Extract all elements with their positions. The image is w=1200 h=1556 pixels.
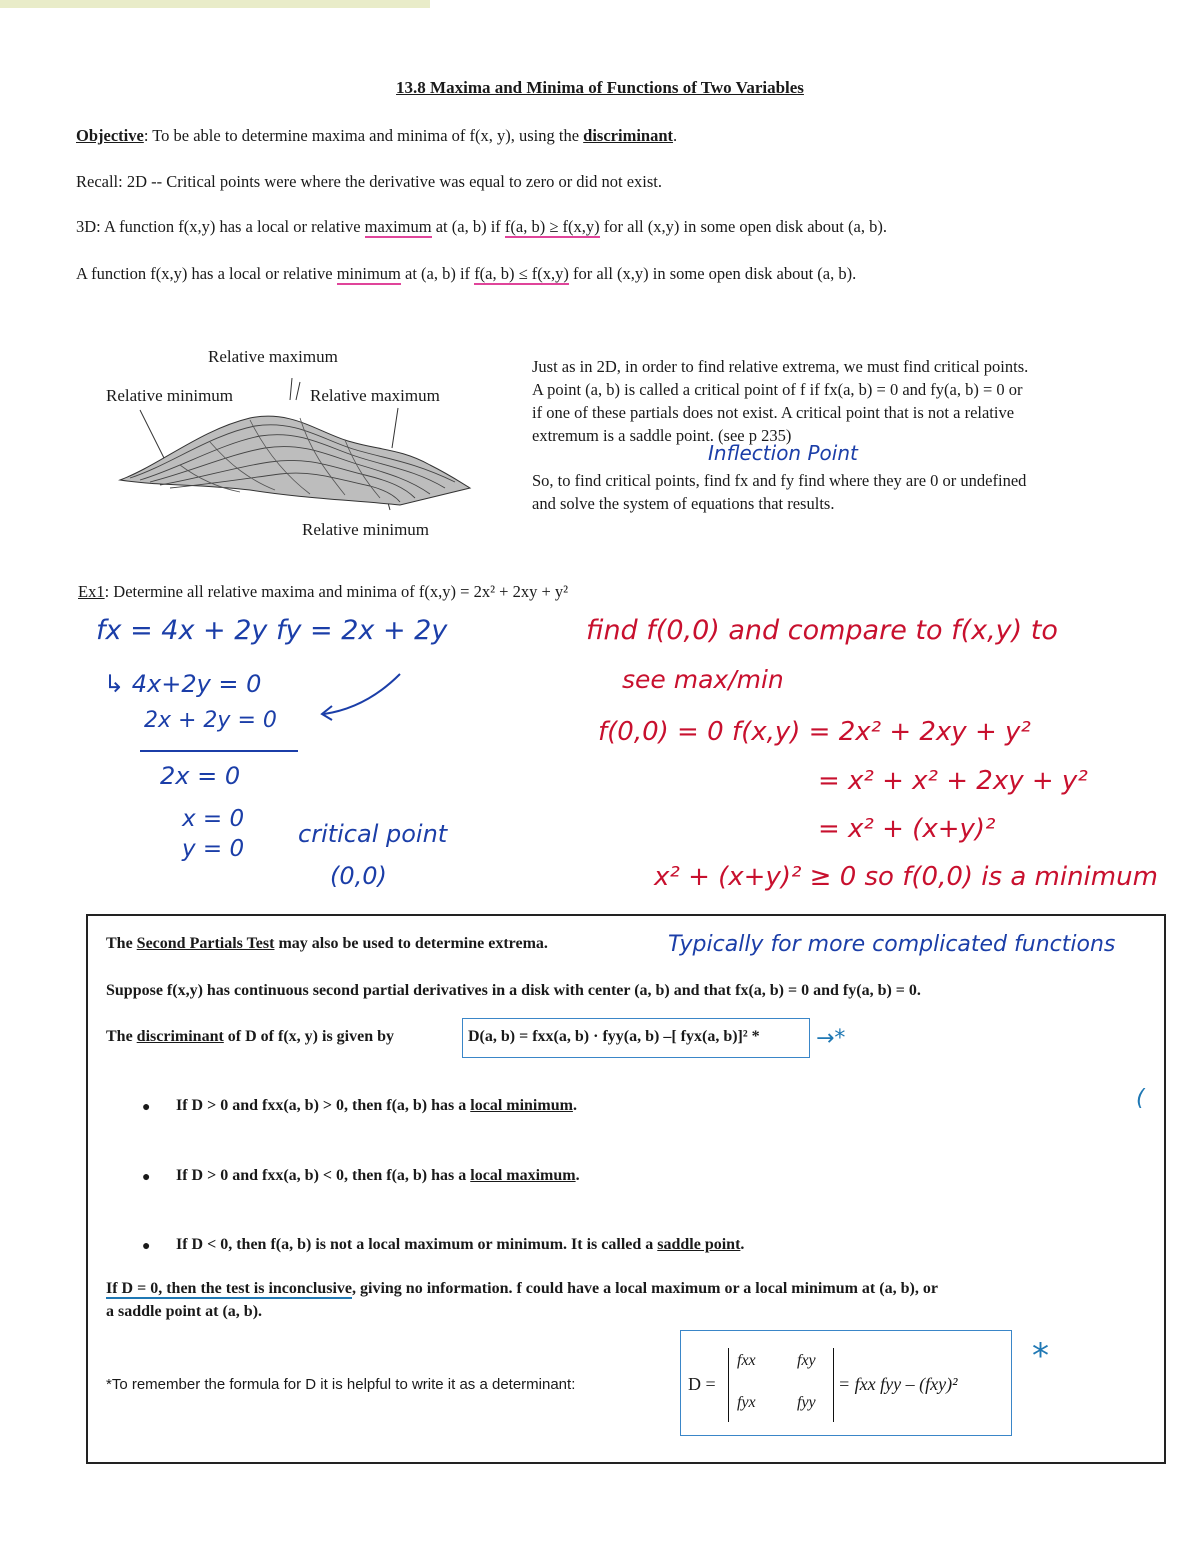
hw-formula-star: →* [816, 1026, 846, 1051]
critical-line-1: Just as in 2D, in order to find relative extrema, we must find critical points. [532, 357, 1029, 376]
det-b: fxy [797, 1352, 816, 1369]
det-d: fyy [797, 1394, 816, 1411]
box-l1-term: Second Partials Test [136, 935, 275, 952]
box-l1-pre: The [106, 935, 137, 952]
det-c: fyx [737, 1394, 756, 1411]
determinant-matrix [728, 1348, 834, 1422]
bullet-2-dot: ● [142, 1170, 151, 1185]
hw-red-6: x² + (x+y)² ≥ 0 so f(0,0) is a minimum [654, 862, 1158, 892]
example-label: Ex1 [78, 582, 105, 601]
det-lhs: D = [688, 1374, 716, 1394]
box-l3-pre: The [106, 1028, 137, 1045]
figure-label-top: Relative maximum [208, 347, 338, 366]
figure-label-right: Relative maximum [310, 386, 440, 405]
def-min-condition: f(a, b) ≤ f(x,y) [474, 264, 569, 283]
def-max-pre: 3D: A function f(x,y) has a local or relative [76, 217, 365, 236]
hw-critical-coords: (0,0) [330, 862, 387, 890]
def-min-pre: A function f(x,y) has a local or relative [76, 264, 337, 283]
example-line [78, 582, 568, 602]
def-max-post: for all (x,y) in some open disk about (a, b). [599, 217, 887, 236]
bullet-2-term: local maximum [470, 1167, 576, 1184]
box-l1-post: may also be used to determine extrema. [274, 935, 548, 952]
hw-critical-point: critical point [298, 820, 448, 848]
box-line-2: Suppose f(x,y) has continuous second partial derivatives in a disk with center (a, b) and that fx(a, b) = 0 and fy(a, b) = 0. [106, 982, 921, 999]
bullet-1-dot: ● [142, 1100, 151, 1115]
bullet-1-pre: If D > 0 and fxx(a, b) > 0, then f(a, b) has a [176, 1097, 471, 1114]
figure-label-bottom: Relative minimum [302, 520, 430, 539]
def-max-word: maximum [364, 217, 432, 236]
critical-line-4: extremum is a saddle point. (see p 235) [532, 426, 792, 445]
bullet-3-term: saddle point [657, 1236, 741, 1253]
hw-eq2: 2x + 2y = 0 [144, 708, 277, 733]
critical-line-3: if one of these partials does not exist. A critical point that is not a relative [532, 403, 1015, 422]
def-min-line [76, 264, 856, 284]
bullet-2 [176, 1167, 580, 1185]
example-text: : Determine all relative maxima and minima of f(x,y) = 2x² + 2xy + y² [104, 582, 569, 601]
box-line-4 [106, 1280, 938, 1298]
det-rhs: = fxx fyy – (fxy)² [838, 1374, 958, 1394]
critical-line-2: A point (a, b) is called a critical point of f if fx(a, b) = 0 and fy(a, b) = 0 or [532, 380, 1023, 399]
box-l4-post: , giving no information. f could have a local maximum or a local minimum at (a, b), or [352, 1280, 938, 1297]
bullet-1 [176, 1097, 577, 1115]
def-max-mid: at (a, b) if [431, 217, 505, 236]
handwritten-inflection-note: Inflection Point [708, 441, 858, 465]
critical-points-paragraph [532, 355, 1028, 447]
hw-paren-mark: ( [1136, 1086, 1145, 1111]
box-line-5: a saddle point at (a, b). [106, 1303, 263, 1320]
hw-red-3: f(0,0) = 0 f(x,y) = 2x² + 2xy + y² [598, 717, 1031, 747]
def-min-post: for all (x,y) in some open disk about (a, b). [568, 264, 857, 283]
objective-term: discriminant [583, 126, 674, 145]
discriminant-formula: D(a, b) = fxx(a, b) · fyy(a, b) –[ fyx(a, b)]² * [468, 1028, 760, 1045]
hw-typically-note: Typically for more complicated functions [668, 932, 1116, 957]
bullet-2-pre: If D > 0 and fxx(a, b) < 0, then f(a, b) has a [176, 1167, 471, 1184]
hw-det-star: * [1032, 1336, 1049, 1376]
hw-red-4: = x² + x² + 2xy + y² [818, 766, 1088, 796]
def-min-mid: at (a, b) if [400, 264, 475, 283]
hw-partials: fx = 4x + 2y fy = 2x + 2y [96, 615, 448, 646]
det-a: fxx [737, 1352, 756, 1369]
bullet-3-pre: If D < 0, then f(a, b) is not a local maximum or minimum. It is called a [176, 1236, 658, 1253]
bullet-2-end: . [575, 1167, 580, 1184]
scan-strip [0, 0, 430, 8]
critical-line-6: and solve the system of equations that results. [532, 494, 835, 513]
box-l3-post: of D of f(x, y) is given by [223, 1028, 395, 1045]
hw-eq1: ↳ 4x+2y = 0 [104, 670, 262, 698]
hw-arrow [316, 668, 406, 724]
critical-line-5: So, to find critical points, find fx and fy find where they are 0 or undefined [532, 471, 1027, 490]
figure-label-left: Relative minimum [106, 386, 234, 405]
page-title: 13.8 Maxima and Minima of Functions of Two Variables [396, 78, 804, 97]
def-min-word: minimum [336, 264, 401, 283]
objective-label: Objective [76, 126, 144, 145]
surface-plot-figure [100, 370, 500, 520]
bullet-3-dot: ● [142, 1239, 151, 1254]
bullet-3-end: . [740, 1236, 745, 1253]
def-max-condition: f(a, b) ≥ f(x,y) [504, 217, 600, 236]
box-l3-term: discriminant [136, 1028, 224, 1045]
objective-text: : To be able to determine maxima and minima of f(x, y), using the [143, 126, 584, 145]
hw-sum-line [140, 750, 298, 752]
bullet-3 [176, 1236, 744, 1254]
box-line-6: *To remember the formula for D it is helpful to write it as a determinant: [106, 1376, 576, 1393]
box-line-1 [106, 935, 548, 953]
hw-red-2: see max/min [622, 665, 784, 694]
hw-y0: y = 0 [182, 836, 245, 862]
box-line-3 [106, 1028, 394, 1046]
def-max-line [76, 217, 887, 237]
objective-end: . [673, 126, 678, 145]
objective-line [76, 126, 677, 146]
find-critical-paragraph [532, 469, 1026, 515]
hw-x0: x = 0 [182, 806, 245, 832]
recall-line: Recall: 2D -- Critical points were where the derivative was equal to zero or did not exist. [76, 172, 663, 191]
bullet-1-term: local minimum [470, 1097, 573, 1114]
box-l4-inconclusive: If D = 0, then the test is inconclusive [106, 1280, 352, 1297]
hw-red-1: find f(0,0) and compare to f(x,y) to [586, 615, 1058, 646]
hw-red-5: = x² + (x+y)² [818, 814, 996, 844]
bullet-1-end: . [572, 1097, 577, 1114]
hw-2x: 2x = 0 [160, 762, 241, 790]
